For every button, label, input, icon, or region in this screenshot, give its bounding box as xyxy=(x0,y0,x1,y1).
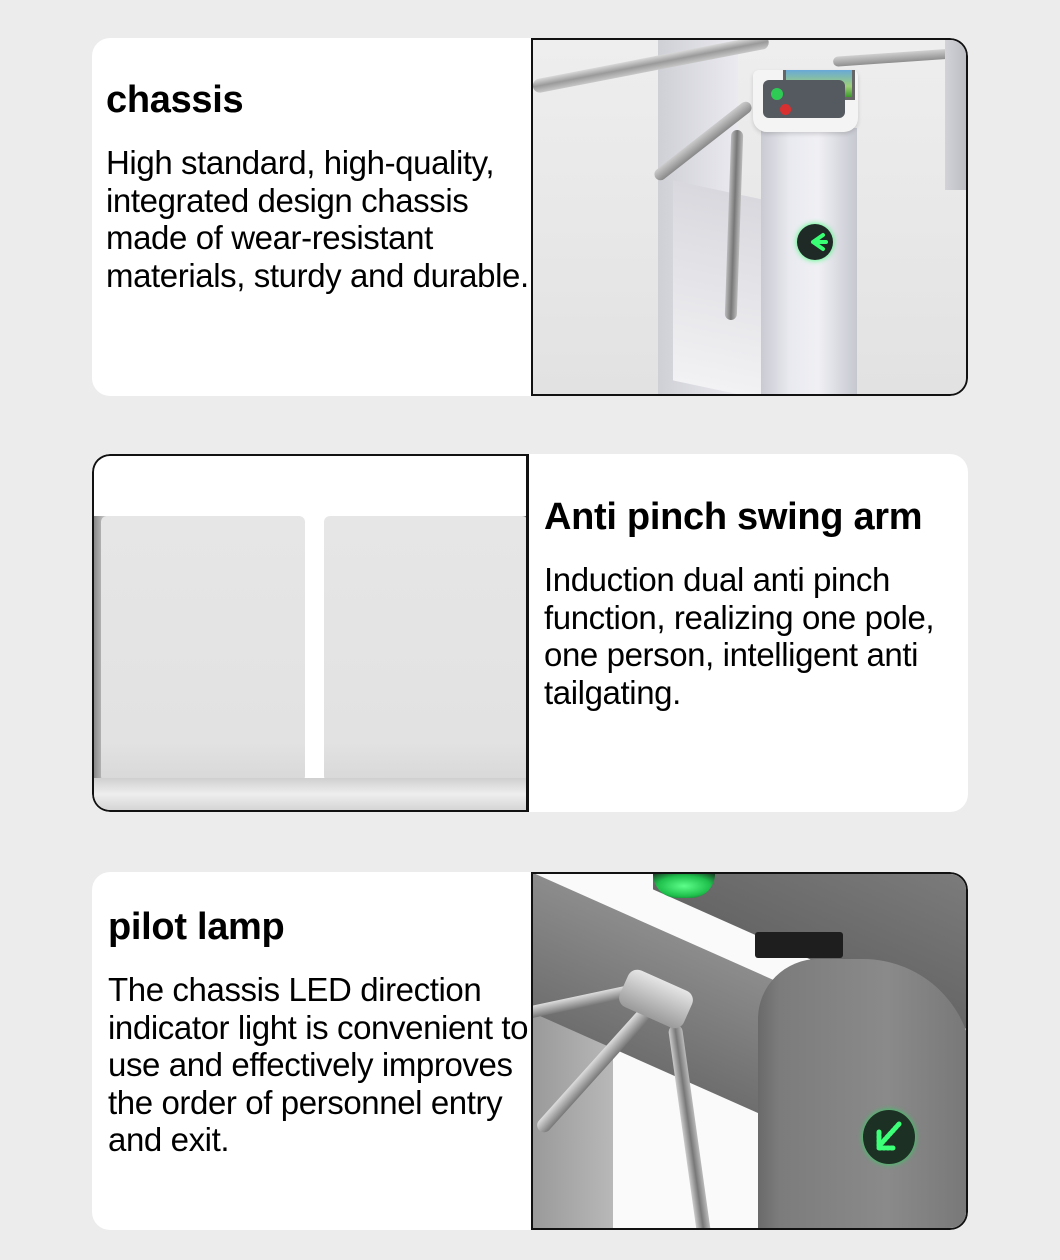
feature-card-pilot-lamp xyxy=(92,872,968,1230)
feature-description: The chassis LED direction indicator light is convenient to use and effectively improves the order of personnel entry and exit. xyxy=(108,971,529,1158)
green-arrow-down-left-icon xyxy=(863,1110,915,1164)
feature-text xyxy=(106,38,546,396)
turnstile-post xyxy=(945,40,968,190)
floor-reflection xyxy=(94,778,526,810)
product-image-swing-arm xyxy=(92,454,529,812)
swing-panel-right xyxy=(324,516,528,782)
swing-panel-left xyxy=(101,516,305,782)
turnstile-pillar xyxy=(758,959,968,1230)
control-panel xyxy=(763,80,845,118)
green-led-icon xyxy=(771,88,783,100)
product-image-pilot-lamp xyxy=(531,872,968,1230)
card-reader-icon xyxy=(755,932,843,958)
feature-text xyxy=(544,454,968,812)
feature-title: Anti pinch swing arm xyxy=(544,496,923,538)
feature-description: High standard, high-quality, integrated design chassis made of wear-resistant materials, sturdy and durable. xyxy=(106,144,529,294)
feature-description: Induction dual anti pinch function, realizing one pole, one person, intelligent anti tailgating. xyxy=(544,561,935,711)
turnstile-inner-panel xyxy=(673,180,763,396)
feature-title: pilot lamp xyxy=(108,906,285,948)
product-image-chassis xyxy=(531,38,968,396)
turnstile-pillar xyxy=(761,128,857,396)
feature-card-swing-arm xyxy=(92,454,968,812)
feature-title: chassis xyxy=(106,79,244,121)
feature-card-chassis xyxy=(92,38,968,396)
feature-text xyxy=(108,872,548,1230)
green-arrow-left-icon xyxy=(797,224,833,260)
red-led-icon xyxy=(780,104,791,115)
